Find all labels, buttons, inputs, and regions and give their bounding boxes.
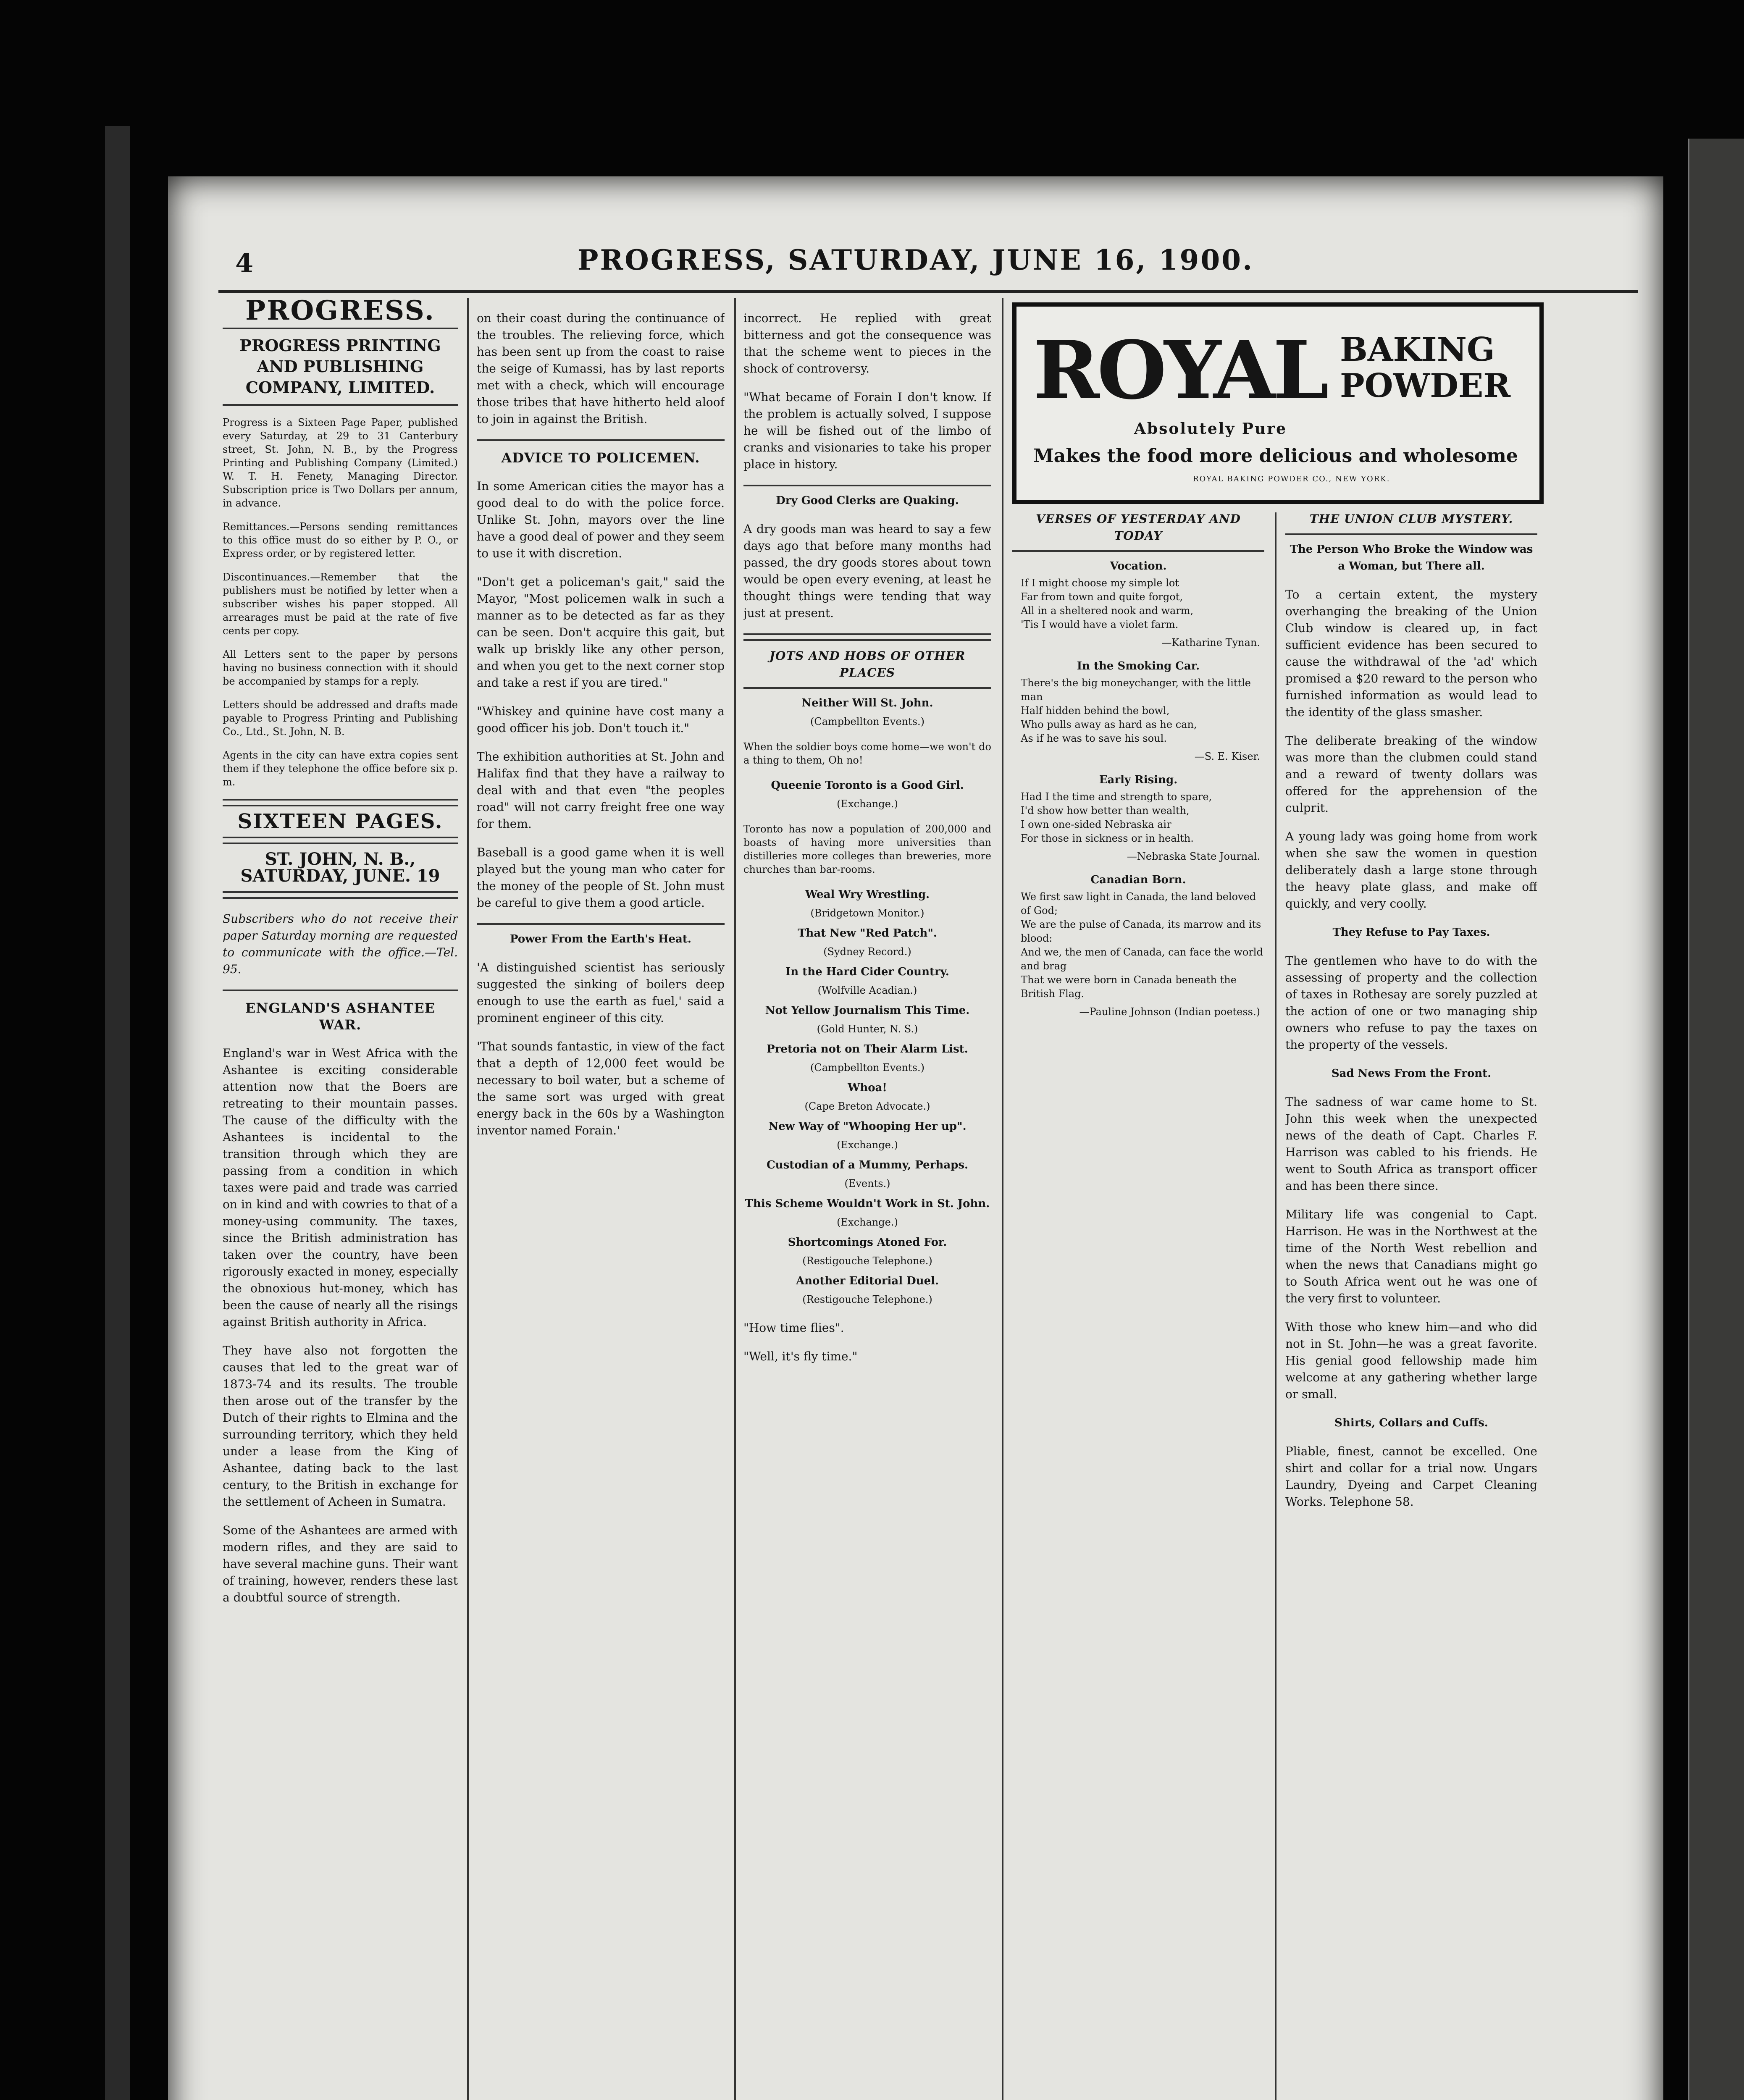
jot-title: Queenie Toronto is a Good Girl. <box>771 779 964 792</box>
jot-source: (Exchange.) <box>837 1139 898 1151</box>
poem-text: There's the big moneychanger, with the little man Half hidden behind the bowl, Who pulls away as hard as he can, As if he was to save his soul. <box>1021 677 1251 744</box>
notice-agents: Agents in the city can have extra copies sent them if they telephone the office before six p. m. <box>223 749 458 788</box>
jot-title: Not Yellow Journalism This Time. <box>765 1004 970 1017</box>
page-edge-left <box>105 126 130 2100</box>
article-paragraph: Military life was congenial to Capt. Harrison. He was in the Northwest at the time of the North West rebellion and when the news that Canadians might go to South Africa went out he was one of the very first to volunteer. <box>1285 1208 1537 1305</box>
poem-author: —Nebraska State Journal. <box>1127 850 1260 862</box>
article-title: ENGLAND'S ASHANTEE WAR. <box>245 1000 436 1033</box>
section-title: VERSES OF YESTERDAY AND TODAY <box>1036 512 1241 543</box>
article-paragraph: The deliberate breaking of the window was more than the clubmen could stand and a reward of twenty dollars was offered for the apprehension of the culprit. <box>1285 734 1537 815</box>
jot-closing: "Well, it's fly time." <box>743 1349 858 1363</box>
column-4 <box>1012 298 1264 2100</box>
article-paragraph: on their coast during the continuance of the troubles. The relieving force, which has been sent up from the coast to raise the seige of Kumassi, has by last reports met with a check, which will encourage those tribes that have hitherto held aloof to join in against the British. <box>477 311 725 426</box>
column-rule <box>467 298 469 2100</box>
header-rule <box>218 290 1638 293</box>
divider <box>743 687 991 689</box>
running-title: PROGRESS, SATURDAY, JUNE 16, 1900. <box>577 244 1254 276</box>
jot-source: (Campbellton Events.) <box>810 716 925 727</box>
jot-source: (Exchange.) <box>837 1216 898 1228</box>
jot-source: (Bridgetown Monitor.) <box>810 907 925 919</box>
jot-title: Weal Wry Wrestling. <box>805 888 930 901</box>
article-paragraph: To a certain extent, the mystery overhanging the breaking of the Union Club window is cleared up, in fact sufficient evidence has been secured to cause the withdrawal of the 'ad' which promised a $20 reward to the person who furnished information as would lead to the identity of the glass smasher. <box>1285 588 1537 719</box>
article-paragraph: The gentlemen who have to do with the assessing of property and the collection of taxes in Rothesay are sorely puzzled at the action of one or two managing ship owners who refuse to pay the taxes on the property of the vessels. <box>1285 954 1537 1052</box>
poem-text: Had I the time and strength to spare, I'd show how better than wealth, I own one-sided Nebraska air For those in sickness or in health. <box>1021 791 1212 844</box>
article-title: Power From the Earth's Heat. <box>510 933 691 945</box>
jot-title: New Way of "Whooping Her up". <box>768 1120 967 1133</box>
newspaper-page <box>168 176 1663 2100</box>
divider <box>477 439 725 441</box>
column-rule <box>1275 512 1276 2100</box>
jot-source: (Restigouche Telephone.) <box>802 1294 932 1305</box>
jot-title: This Scheme Wouldn't Work in St. John. <box>745 1197 990 1210</box>
divider <box>223 990 458 991</box>
ad-tagline: Makes the food more delicious and wholesome <box>1033 445 1518 467</box>
ad-company: ROYAL BAKING POWDER CO., NEW YORK. <box>1193 475 1390 483</box>
jot-source: (Exchange.) <box>837 798 898 810</box>
column-5 <box>1285 298 1537 2100</box>
subscribers-note: Subscribers who do not receive their paper Saturday morning are requested to communicate with the office.—Tel. 95. <box>223 912 458 976</box>
column-rule <box>734 298 736 2100</box>
column-1 <box>223 298 458 2100</box>
notice-drafts: Letters should be addressed and drafts made payable to Progress Printing and Publishing Co., Ltd., St. John, N. B. <box>223 699 458 738</box>
jot-source: (Cape Breton Advocate.) <box>804 1100 930 1112</box>
poem-text: If I might choose my simple lot Far from town and quite forgot, All in a sheltered nook and warm, 'Tis I would have a violet farm. <box>1021 577 1194 630</box>
notice-subscription: Progress is a Sixteen Page Paper, published every Saturday, at 29 to 31 Canterbury street, St. John, N. B., by the Progress Printing and Publishing Company (Limited.) W. T. H. Fenety, Managing Director. Subscription price is Two Dollars per annum, in advance. <box>223 417 458 509</box>
article-paragraph: They have also not forgotten the causes that led to the great war of 1873-74 and its results. The trouble then arose out of the transfer by the Dutch of their rights to Elmina and the surrounding territory, which they held under a lease from the King of Ashantee, dating back to the last century, to the British in exchange for the settlement of Acheen in Sumatra. <box>223 1344 458 1509</box>
ad-powder: POWDER <box>1340 367 1511 405</box>
article-paragraph: Baseball is a good game when it is well played but the young man who cater for the money of the people of St. John must be careful to give them a good article. <box>477 845 725 910</box>
jot-closing: "How time flies". <box>743 1321 844 1335</box>
section-title: JOTS AND HOBS OF OTHER PLACES <box>769 649 966 680</box>
publisher-name: PROGRESS PRINTING AND PUBLISHING COMPANY, LIMITED. <box>239 336 441 397</box>
jot-title: Neither Will St. John. <box>801 697 933 709</box>
poem-title: Vocation. <box>1110 560 1167 572</box>
double-rule <box>223 837 458 844</box>
column-3 <box>743 298 991 2100</box>
double-rule <box>223 891 458 899</box>
jot-title: Another Editorial Duel. <box>796 1275 939 1287</box>
jot-text: Toronto has now a population of 200,000 and boasts of having more universities than distilleries more colleges than breweries, more churches than bar-rooms. <box>743 823 991 875</box>
poem-title: Early Rising. <box>1099 774 1178 786</box>
jot-title: Shortcomings Atoned For. <box>788 1236 947 1249</box>
jot-title: In the Hard Cider Country. <box>785 966 949 978</box>
jot-text: When the soldier boys come home—we won't do a thing to them, Oh no! <box>743 741 991 766</box>
double-rule <box>223 799 458 806</box>
article-paragraph: A young lady was going home from work when she saw the women in question deliberately dash a large stone through the heavy plate glass, and make off quickly, and very coolly. <box>1285 830 1537 911</box>
dateline: ST. JOHN, N. B., SATURDAY, JUNE. 19 <box>240 849 440 886</box>
article-title: They Refuse to Pay Taxes. <box>1332 926 1490 939</box>
jot-title: Whoa! <box>848 1082 887 1094</box>
jot-title: That New "Red Patch". <box>798 927 937 940</box>
poem-title: Canadian Born. <box>1090 874 1186 886</box>
article-paragraph: Some of the Ashantees are armed with modern rifles, and they are said to have several machine guns. Their want of training, however, renders these last a doubtful source of strength. <box>223 1523 458 1604</box>
union-club-section <box>1285 508 1537 2100</box>
article-paragraph: "What became of Forain I don't know. If the problem is actually solved, I suppose he will be fished out of the limbo of cranks and visionaries to take his proper place in history. <box>743 390 991 471</box>
poem-text: We first saw light in Canada, the land beloved of God; We are the pulse of Canada, its marrow and its blood: And we, the men of Canada, can face the world and brag That we were born in Canada beneath the British Flag. <box>1021 891 1263 1000</box>
article-paragraph: "Whiskey and quinine have cost many a good officer his job. Don't touch it." <box>477 704 725 735</box>
article-title: Sad News From the Front. <box>1331 1067 1492 1080</box>
jot-source: (Gold Hunter, N. S.) <box>817 1023 918 1035</box>
jot-source: (Sydney Record.) <box>823 946 911 958</box>
poem-title: In the Smoking Car. <box>1077 660 1200 672</box>
page-edge-right <box>1688 139 1744 2100</box>
jot-source: (Campbellton Events.) <box>810 1062 925 1074</box>
column-rule <box>1002 298 1003 2100</box>
article-paragraph: 'That sounds fantastic, in view of the fact that a depth of 12,000 feet would be necessary to boil water, but a scheme of the same sort was urged with great energy back in the 60s by a Washington inventor named Forain.' <box>477 1040 725 1137</box>
divider <box>477 923 725 925</box>
sixteen-pages: SIXTEEN PAGES. <box>237 810 443 833</box>
jot-source: (Events.) <box>844 1178 890 1189</box>
article-subtitle: The Person Who Broke the Window was a Woman, but There all. <box>1290 543 1533 572</box>
poem-author: —Katharine Tynan. <box>1161 637 1260 648</box>
masthead-title: PROGRESS. <box>245 298 435 326</box>
divider <box>743 485 991 486</box>
jot-title: Custodian of a Mummy, Perhaps. <box>766 1159 969 1171</box>
notice-discontinuances: Discontinuances.—Remember that the publishers must be notified by letter when a subscriber wishes his paper stopped. All arrearages must be paid at the rate of five cents per copy. <box>223 571 458 637</box>
jot-title: Pretoria not on Their Alarm List. <box>767 1043 968 1055</box>
article-paragraph: incorrect. He replied with great bitterness and got the consequence was that the scheme went to pieces in the shock of controversy. <box>743 311 991 375</box>
section-title: THE UNION CLUB MYSTERY. <box>1309 512 1513 526</box>
double-rule <box>743 633 991 641</box>
article-paragraph: 'A distinguished scientist has seriously suggested the sinking of boilers deep enough to use the earth as fuel,' said a prominent engineer of this city. <box>477 961 725 1025</box>
article-paragraph: The sadness of war came home to St. John this week when the unexpected news of the death of Capt. Charles F. Harrison was cabled to his friends. He went to South Africa as transport officer and has been there since. <box>1285 1095 1537 1193</box>
page-header <box>168 244 1663 281</box>
divider <box>223 404 458 406</box>
divider <box>1012 550 1264 552</box>
ad-royal-logo: ROYAL <box>1033 323 1326 417</box>
poem-author: —Pauline Johnson (Indian poetess.) <box>1079 1006 1260 1018</box>
article-paragraph: Pliable, finest, cannot be excelled. One shirt and collar for a trial now. Ungars Laundry, Dyeing and Carpet Cleaning Works. Telephone 58. <box>1285 1444 1537 1509</box>
divider <box>223 328 458 329</box>
article-paragraph: "Don't get a policeman's gait," said the Mayor, "Most policemen walk in such a manner as to be detected as far as they can be seen. Don't acquire this gait, but walk up briskly like any other person, and when you get to the next corner stop and take a rest if you are tired." <box>477 575 725 690</box>
column-2 <box>477 298 725 2100</box>
article-paragraph: England's war in West Africa with the Ashantee is exciting considerable attention now that the Boers are retreating to their mountain passes. The cause of the difficulty with the Ashantees is incidental to the transition through which they are passing from a condition in which taxes were paid and trade was carried on in kind and with cowries to that of a money-using community. The taxes, since the British administration has taken over the country, have been rigorously exacted in money, especially the obnoxious hut-money, which has been the cause of nearly all the risings against British authority in Africa. <box>223 1046 458 1329</box>
page-number: 4 <box>235 248 254 278</box>
article-title: Shirts, Collars and Cuffs. <box>1334 1417 1488 1429</box>
poem-author: —S. E. Kiser. <box>1194 751 1260 762</box>
notice-letters: All Letters sent to the paper by persons having no business connection with it should be accompanied by stamps for a reply. <box>223 648 458 687</box>
article-paragraph: A dry goods man was heard to say a few days ago that before many months had passed, the dry goods stores about town would be open every evening, at least he thought things were tending that way just at present. <box>743 522 991 620</box>
article-title: Dry Good Clerks are Quaking. <box>776 494 959 507</box>
verses-section <box>1012 508 1264 2100</box>
notice-remittances: Remittances.—Persons sending remittances to this office must do so either by P. O., or Express order, or by registered letter. <box>223 521 458 559</box>
article-title: ADVICE TO POLICEMEN. <box>501 450 700 466</box>
article-paragraph: With those who knew him—and who did not in St. John—he was a great favorite. His genial good fellowship made him welcome at any gathering whether large or small. <box>1285 1320 1537 1401</box>
ad-absolutely-pure: Absolutely Pure <box>1134 420 1287 438</box>
jot-source: (Wolfville Acadian.) <box>817 984 917 996</box>
article-paragraph: In some American cities the mayor has a good deal to do with the police force. Unlike St. John, mayors over the line have a good deal of power and they seem to use it with discretion. <box>477 479 725 560</box>
ad-baking: BAKING <box>1340 331 1495 369</box>
divider <box>1285 533 1537 535</box>
article-paragraph: The exhibition authorities at St. John and Halifax find that they have a railway to deal with and that even "the peoples road" will not carry freight free one way for them. <box>477 750 725 831</box>
jot-source: (Restigouche Telephone.) <box>802 1255 932 1267</box>
